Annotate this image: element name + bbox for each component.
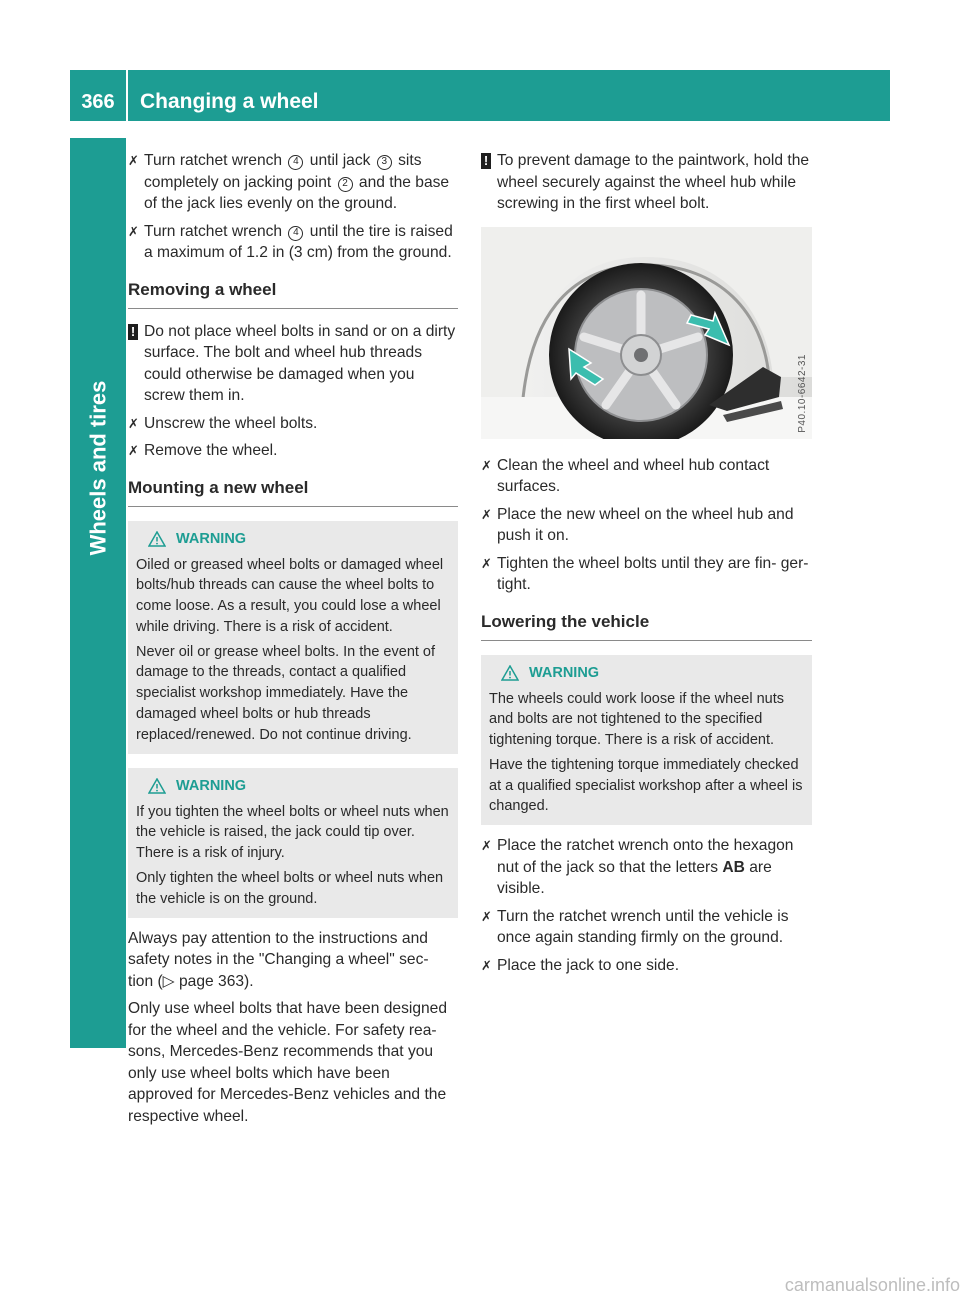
step-arrow-icon: ✗ (481, 506, 492, 522)
callout-4: 4 (288, 226, 303, 241)
step-arrow-icon: ✗ (481, 957, 492, 973)
callout-3: 3 (377, 155, 392, 170)
heading-mounting-wheel: Mounting a new wheel (128, 476, 458, 507)
step-turn-wrench-2: ✗ Turn ratchet wrench 4 until the tire is raised a maximum of 1.2 in (3 cm) from the ground. (128, 222, 453, 261)
step-remove-wheel: ✗ Remove the wheel. (128, 440, 458, 462)
warning-triangle-icon (501, 665, 519, 681)
warning-text: The wheels could work loose if the wheel nuts and bolts are not tightened to the specified tightening torque. There is a risk of accident. (489, 690, 784, 749)
paragraph-wheel-bolts: Only use wheel bolts that have been designed for the wheel and the vehicle. For safety rea- sons, Mercedes-Benz recommends that you only use wheel bolts which have been approved for Mercedes-Benz vehicles and the respective wheel. (128, 1000, 448, 1125)
warning-box-1 (128, 521, 458, 754)
step-arrow-icon: ✗ (128, 443, 139, 458)
warning-text: If you tighten the wheel bolts or wheel nuts when the vehicle is raised, the jack could tip over. There is a risk of injury. (136, 803, 449, 862)
wheel-mounting-illustration (481, 227, 812, 439)
callout-4: 4 (288, 155, 303, 170)
heading-removing-wheel: Removing a wheel (128, 278, 458, 309)
step-unscrew-bolts: ✗ Unscrew the wheel bolts. (128, 413, 458, 435)
letters-ab: AB (722, 858, 745, 876)
hub-center (634, 348, 648, 362)
chapter-title: Changing a wheel (140, 90, 319, 113)
page-header (70, 70, 890, 121)
step-place-ratchet: ✗ Place the ratchet wrench onto the hexagon nut of the jack so that the letters AB are visible. (481, 837, 794, 898)
step-tighten-bolts: ✗ Tighten the wheel bolts until they are fin- ger-tight. (481, 554, 809, 593)
heading-lowering-vehicle: Lowering the vehicle (481, 610, 812, 641)
side-tab-label: Wheels and tires (85, 380, 110, 556)
warning-text: Never oil or grease wheel bolts. In the event of damage to the threads, contact a qualified specialist workshop immediately. Have the damaged wheel bolts or hub threads replaced/renewed. Do not continue driving. (136, 643, 436, 743)
note-removing: ! Do not place wheel bolts in sand or on a dirty surface. The bolt and wheel hub threads could otherwise be damaged when you screw them in. (128, 321, 458, 407)
right-column (481, 150, 812, 982)
step-place-jack: ✗ Place the jack to one side. (481, 955, 812, 977)
step-arrow-icon: ✗ (481, 457, 492, 473)
warning-title: WARNING (176, 777, 247, 794)
exclamation-icon: ! (481, 153, 491, 169)
page-number: 366 (81, 91, 115, 113)
step-turn-ratchet: ✗ Turn the ratchet wrench until the vehicle is once again standing firmly on the ground. (481, 907, 789, 947)
warning-title: WARNING (529, 664, 600, 681)
warning-triangle-icon (148, 778, 166, 794)
callout-2: 2 (338, 177, 353, 192)
step-turn-wrench-1: ✗ Turn ratchet wrench 4 until jack 3 sits completely on jacking point 2 and the base of the jack lies evenly on the ground. (128, 152, 450, 212)
footer-watermark: carmanualsonline.info (784, 1275, 960, 1295)
step-arrow-icon: ✗ (128, 153, 139, 168)
wheel-illustration (481, 227, 812, 439)
step-place-wheel: ✗ Place the new wheel on the wheel hub and push it on. (481, 505, 794, 544)
step-arrow-icon: ✗ (481, 555, 492, 571)
step-clean-contact: ✗ Clean the wheel and wheel hub contact surfaces. (481, 456, 770, 495)
step-arrow-icon: ✗ (128, 223, 139, 239)
exclamation-icon: ! (128, 324, 138, 340)
page-ref-arrow-icon: ▷ (162, 972, 175, 990)
figure-code: P40.10-6642-31 (797, 353, 808, 433)
step-arrow-icon: ✗ (481, 838, 492, 854)
header-divider (126, 70, 128, 121)
page-ref-link[interactable]: page 363). (174, 972, 254, 990)
note-paintwork: ! To prevent damage to the paintwork, hold the wheel securely against the wheel hub while screwing in the first wheel bolt. (481, 150, 812, 215)
left-column (128, 150, 458, 1133)
warning-box-3 (481, 655, 812, 826)
paragraph-safety-notes: Always pay attention to the instructions and safety notes in the "Changing a wheel" sec- tion (▷ page 363). (128, 929, 429, 990)
step-arrow-icon: ✗ (128, 415, 139, 431)
warning-triangle-icon (148, 531, 166, 547)
warning-text: Have the tightening torque immediately checked at a qualified specialist workshop after a wheel is changed. (489, 756, 803, 815)
side-tab-label-wrap (70, 138, 126, 798)
warning-title: WARNING (176, 530, 247, 547)
step-arrow-icon: ✗ (481, 908, 492, 924)
warning-box-2 (128, 768, 458, 918)
warning-text: Oiled or greased wheel bolts or damaged wheel bolts/hub threads can cause the wheel bolts to come loose. As a result, you could lose a wheel while driving. There is a risk of accident. (136, 556, 444, 635)
warning-text: Only tighten the wheel bolts or wheel nuts when the vehicle is on the ground. (136, 870, 444, 907)
